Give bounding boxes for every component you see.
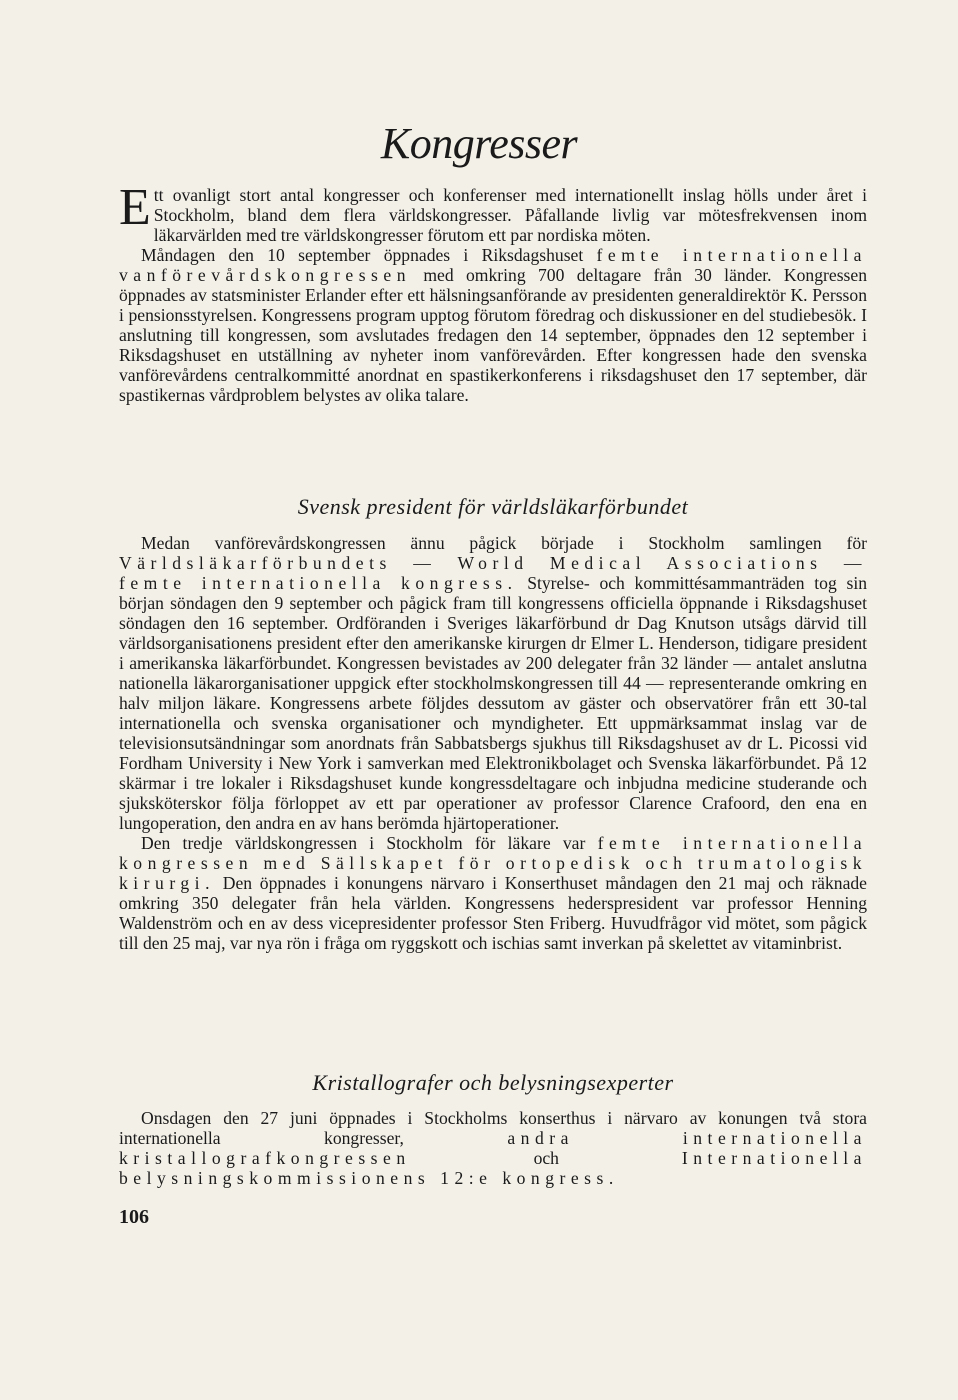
section-heading-kristall: Kristallografer och belysningsexperter bbox=[312, 1070, 674, 1095]
intro-section bbox=[119, 179, 867, 405]
page-title: Kongresser bbox=[380, 119, 578, 168]
president-paragraph-1: Medan vanförevårdskongressen ännu pågick började i Stockholm samlingen för Världsläkarförbundets — World Medical Associations — femte internationella kongress. Styrelse- och kommittésammanträden tog sin början söndagen den 9 september och pågick fram till kongressens officiella öppnande i Riksdagshuset söndagen den 16 september. Ordföranden i Sveriges läkarförbund dr Dag Knutson utsågs därvid till världsorganisationens president efter den amerikanske kirurgen dr Elmer L. Henderson, tidigare president i amerikanska läkarförbundet. Kongressen bevistades av 200 delegater från 32 länder — antalet anslutna nationella läkarorganisationer uppgick efter stockholmskongressen till 44 — representerande omkring en halv miljon läkare. Kongressens arbete följdes dessutom av gäster och observatörer från ett 30-tal internationella och svenska organisationer och myndigheter. Ett uppmärksammat inslag var de televisionsutsändningar som anordnats från Sabbatsbergs sjukhus till Riksdagshuset av dr L. Picossi vid Fordham University i New York i samverkan med Elektronikbolaget och Svenska läkarförbundet. På 12 skärmar i tre lokaler i Riksdagshuset kunde kongressdeltagare och inbjudna medicine studerande och sjuksköterskor följa förloppet av ett par operationer av professor Clarence Crafoord, den ena en lungoperation, den andra en av hans berömda hjärtoperationer. bbox=[119, 533, 867, 833]
president-section bbox=[119, 533, 867, 953]
page-number: 106 bbox=[119, 1206, 149, 1228]
kristall-paragraph-1: Onsdagen den 27 juni öppnades i Stockholms konserthus i närvaro av konungen två stora internationella kongresser, andra internationella kristallografkongressen och Internationella belysningskommissionens 12:e kongress. bbox=[119, 1108, 867, 1188]
intro-paragraph-2: Måndagen den 10 september öppnades i Riksdagshuset femte internationella vanförevårdskongressen med omkring 700 deltagare från 30 länder. Kongressen öppnades av statsminister Erlander efter ett hälsningsanförande av presidenten generaldirektör K. Persson i pensionsstyrelsen. Kongressens program upptog förutom föredrag och diskussioner en del studiebesök. I anslutning till kongressen, som avslutades fredagen den 14 september, öppnades den 12 september i Riksdagshuset en utställning av nyheter inom vanförevården. Efter kongressen hade den svenska vanförevårdens centralkommitté anordnat en spastikerkonferens i riksdagshuset den 17 september, där spastikernas vårdproblem belystes av olika talare. bbox=[119, 245, 867, 405]
kristall-section bbox=[119, 1108, 867, 1188]
drop-cap: E bbox=[119, 179, 151, 236]
section-heading-president: Svensk president för världsläkarförbundet bbox=[297, 494, 689, 519]
president-paragraph-2: Den tredje världskongressen i Stockholm för läkare var femte internationella kongressen med Sällskapet för ortopedisk och trumatologisk kirurgi. Den öppnades i konungens närvaro i Konserthuset måndagen den 21 maj och räknade omkring 350 delegater från hela världen. Kongressens hederspresident var professor Henning Waldenström och en av dess vicepresidenter professor Sten Friberg. Huvudfrågor vid mötet, som pågick till den 25 maj, var nya rön i fråga om ryggskott och ischias samt inverkan på skelettet av vitaminbrist. bbox=[119, 833, 868, 953]
intro-paragraph-1: Ett ovanligt stort antal kongresser och konferenser med internationellt inslag hölls under året i Stockholm, bland dem flera världskongresser. Påfallande livlig var mötesfrekvensen inom läkarvärlden med tre världskongresser förutom ett par nordiska möten. bbox=[119, 179, 867, 245]
